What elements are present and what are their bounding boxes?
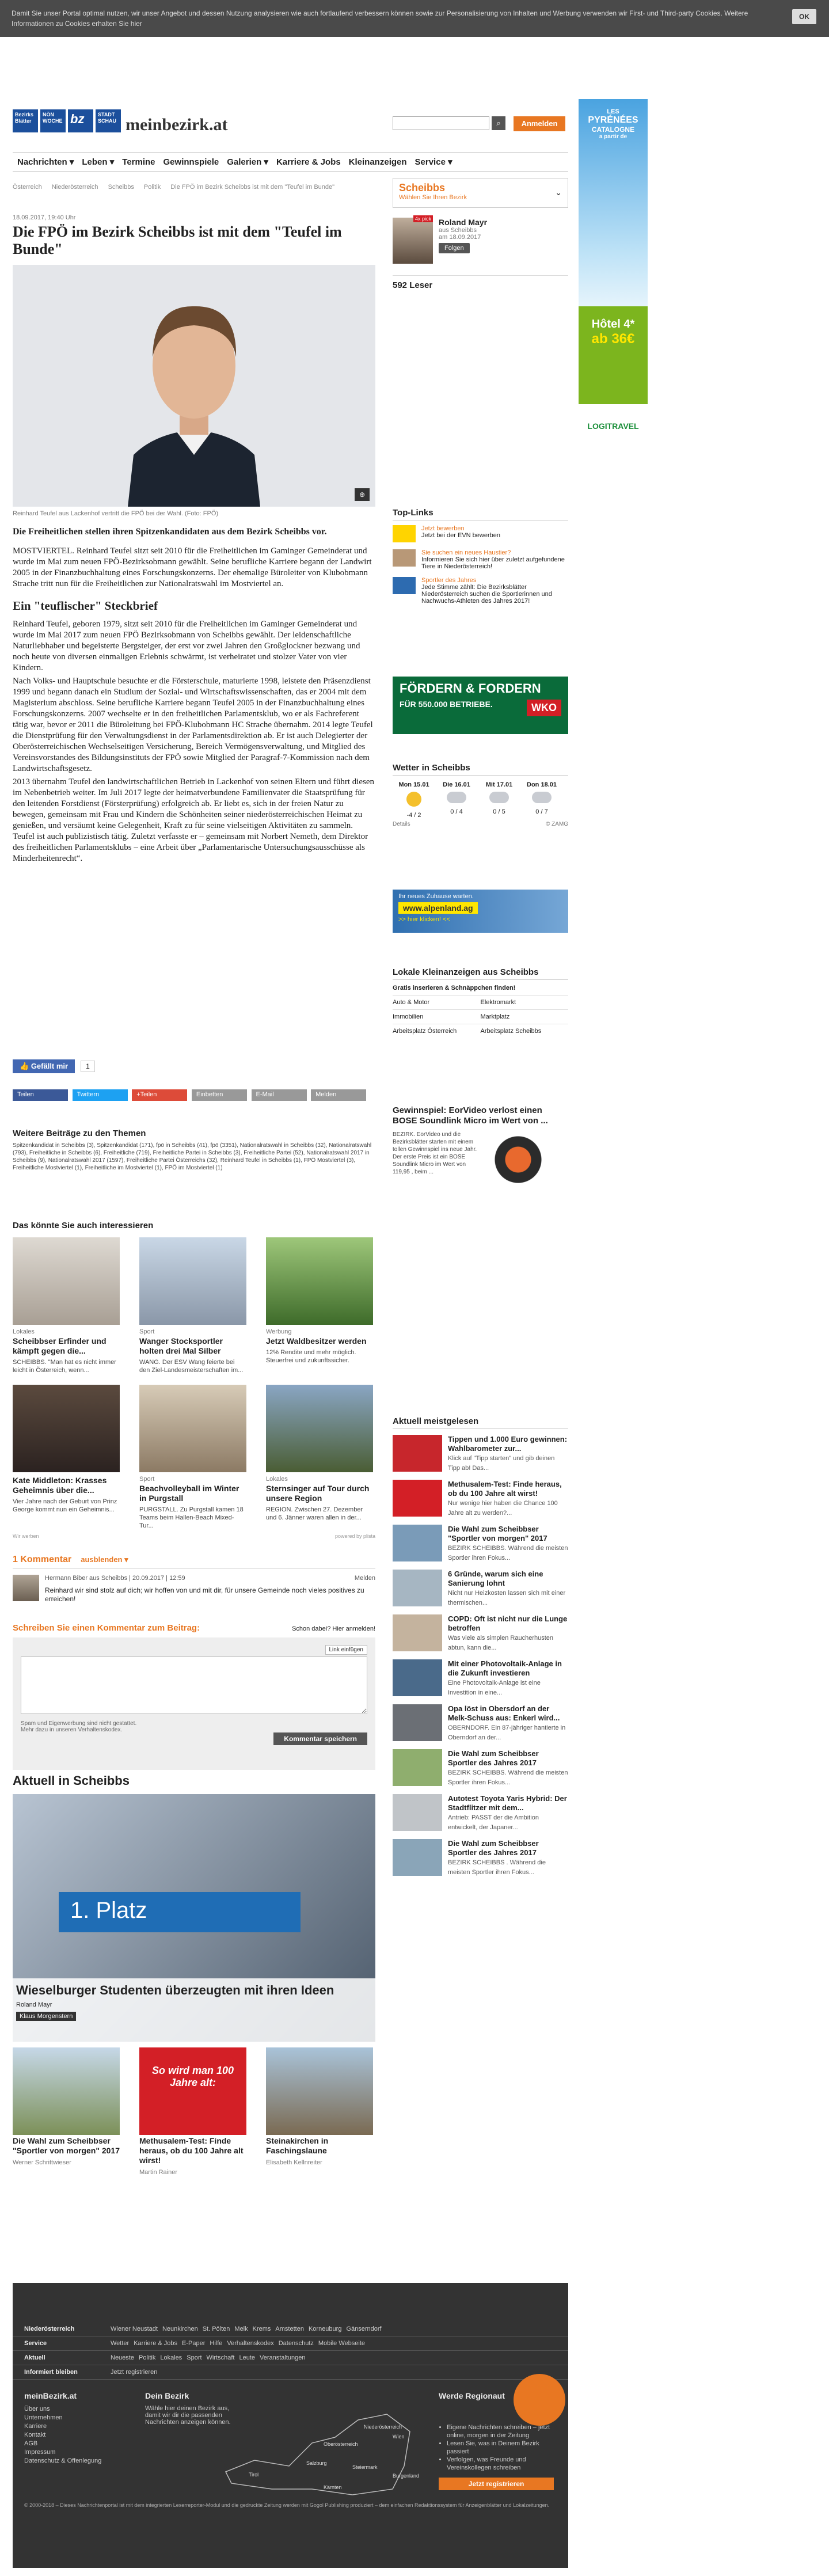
card-desc: REGION. Zwischen 27. Dezember und 6. Jänner waren allen in der... xyxy=(266,1506,363,1521)
logo-stadtschau: STADT SCHAU xyxy=(96,109,121,132)
footer-link[interactable]: Datenschutz & Offenlegung xyxy=(24,2457,102,2464)
card-category: Lokales xyxy=(266,1476,288,1483)
classifieds xyxy=(393,967,568,1038)
comments-section xyxy=(13,1555,375,1770)
footer-link[interactable]: Wetter xyxy=(111,2340,130,2347)
region-name: Scheibbs xyxy=(399,182,446,193)
item-title: 6 Gründe, warum sich eine Sanierung lohnt xyxy=(448,1570,543,1587)
weather-day xyxy=(393,781,435,819)
map-label: Niederösterreich xyxy=(364,2424,402,2430)
top-link-item[interactable] xyxy=(393,577,568,605)
item-title: Die Wahl zum Scheibbser Sportler des Jahres 2017 xyxy=(448,1749,539,1767)
logo-noen: NÖN WOCHE xyxy=(40,109,66,132)
card-title: Methusalem-Test: Finde heraus, ob du 100 Jahre alt wirst! xyxy=(139,2136,244,2165)
item-snippet: BEZIRK SCHEIBBS. Während die meisten Sportler ihren Fokus... xyxy=(448,1769,568,1786)
related-topics xyxy=(13,1129,375,1172)
item-snippet: Eine Photovoltaik-Anlage ist eine Investition in eine... xyxy=(448,1680,541,1696)
chevron-down-icon: ⌄ xyxy=(555,188,562,197)
card-title: Steinakirchen in Faschingslaune xyxy=(266,2136,329,2155)
item-thumb xyxy=(393,1480,442,1517)
breadcrumb-item[interactable]: Politik xyxy=(143,184,161,191)
publisher-logos[interactable] xyxy=(13,109,121,132)
most-read xyxy=(393,1416,568,1884)
card-image xyxy=(266,2047,373,2135)
footer-bullet: • Eigene Nachrichten schreiben – jetzt online, morgen in der Zeitung xyxy=(447,2423,554,2440)
item-title: Methusalem-Test: Finde heraus, ob du 100 Jahre alt wirst! xyxy=(448,1480,562,1498)
top-link-text: Jede Stimme zählt: Die Bezirksblätter Niederösterreich suchen die Sportlerinnen und Nachwuchs-Athleten des Jahres 2017! xyxy=(421,584,552,605)
cookie-banner xyxy=(0,0,829,37)
portrait-image xyxy=(13,265,375,507)
item-title: Die Wahl zum Scheibbser "Sportler von morgen" 2017 xyxy=(448,1525,547,1542)
recommendation-card[interactable] xyxy=(13,1237,120,1374)
footer-row xyxy=(13,2336,568,2351)
article-subheading: Ein "teuflischer" Steckbrief xyxy=(13,599,158,613)
comment-rules-link[interactable]: Mehr dazu in unseren Verhaltenskodex. xyxy=(21,1727,123,1733)
card-desc: SCHEIBBS. "Man hat es nicht immer leicht in Österreich, wenn... xyxy=(13,1359,116,1374)
local-news xyxy=(13,1773,375,2176)
card-category: Werbung xyxy=(266,1328,292,1335)
most-read-item[interactable] xyxy=(393,1614,568,1652)
classified-category[interactable]: Arbeitsplatz Scheibbs xyxy=(481,1024,569,1038)
footer-link[interactable]: Datenschutz xyxy=(278,2340,314,2347)
footer-row xyxy=(13,2322,568,2336)
ad-line: Ihr neues Zuhause warten. xyxy=(398,893,474,900)
local-news-card[interactable] xyxy=(139,2047,246,2176)
featured-banner: 1. Platz xyxy=(59,1892,301,1932)
like-button[interactable] xyxy=(13,1059,75,1073)
item-thumb xyxy=(393,1794,442,1831)
plista-label[interactable]: powered by plista xyxy=(334,1533,375,1539)
site-header xyxy=(13,109,568,144)
card-category: Lokales xyxy=(13,1328,35,1335)
footer-link[interactable]: Mobile Webseite xyxy=(318,2340,366,2347)
login-button[interactable]: Anmelden xyxy=(514,116,565,131)
featured-story[interactable] xyxy=(13,1794,375,2042)
cloud-icon xyxy=(489,792,509,803)
footer-link[interactable]: Unternehmen xyxy=(24,2414,63,2421)
classified-category[interactable]: Arbeitsplatz Österreich xyxy=(393,1024,481,1038)
photo-caption: Reinhard Teufel aus Lackenhof vertritt die FPÖ bei der Wahl. (Foto: FPÖ) xyxy=(13,510,219,517)
ad-hotel: Hôtel 4* xyxy=(591,318,635,330)
article-paragraph: Nach Volks- und Hauptschule besuchte er die Försterschule, maturierte 1998, leistete den Präsenzdienst 1999 und begann danach ein Studium der Sozial- und Wirtschaftswissenschaften, das er 2004 mit dem Magisterium abschloss. Seine berufliche Karriere begann Teufel 2005 in der Finanzbuchhaltung eines Forschungskonzerns. 2007 wechselte er in den freiheitlichen Parlamentsklub, wo er als Fachreferent tätig war, bevor er 2011 die Büroleitung bei FPÖ-Klubobmann HC Strache übernahm. 2014 legte Teufel die Dienstprüfung für den Verwaltungsdienst in der Parlamentsdirektion ab. Er ist auch Delegierter der Oberösterreichischen Wechselseitigen Versicherung, Bereich Vermögensverwaltung, und Mitglied des Vereinsvorstandes des Bildungsinstituts der FPÖ sowie Mitglied der Paragraf-7-Kommission nach dem Landwirtschaftsgesetz. xyxy=(13,677,373,773)
breadcrumb-item[interactable]: Scheibbs xyxy=(108,184,134,191)
item-title: Die Wahl zum Scheibbser Sportler des Jahres 2017 xyxy=(448,1839,539,1857)
article-photo[interactable] xyxy=(13,265,375,507)
insert-link-button[interactable]: Link einfügen xyxy=(325,1645,368,1655)
card-desc: Vier Jahre nach der Geburt von Prinz George kommt nun ein Geheimnis... xyxy=(13,1498,117,1513)
brand-logo[interactable]: meinbezirk.at xyxy=(126,115,228,134)
cloud-icon xyxy=(532,792,552,803)
card-image xyxy=(13,1237,120,1325)
top-link-text: Informieren Sie sich hier über zuletzt aufgefundene Tiere in Niederösterreich! xyxy=(421,556,565,570)
item-thumb xyxy=(393,1839,442,1876)
nav-item-galerien[interactable]: Galerien ▾ xyxy=(227,157,268,167)
item-title: Opa löst in Obersdorf an der Melk-Schuss aus: Enkerl wird... xyxy=(448,1704,560,1722)
footer-link[interactable]: Sport xyxy=(187,2354,202,2361)
top-link-text: Jetzt bei der EVN bewerben xyxy=(421,532,500,539)
weather-title: Wetter in Scheibbs xyxy=(393,763,568,776)
weather-temp: -4 / 2 xyxy=(406,812,421,819)
card-title: Die Wahl zum Scheibbser "Sportler von morgen" 2017 xyxy=(13,2136,120,2155)
write-comment-title: Schreiben Sie einen Kommentar zum Beitrag: xyxy=(13,1623,200,1633)
card-image: So wird man 100 Jahre alt: xyxy=(139,2047,246,2135)
recommendation-card[interactable] xyxy=(13,1385,120,1530)
local-news-title: Aktuell in Scheibbs xyxy=(13,1773,130,1788)
register-button[interactable]: Jetzt registrieren xyxy=(439,2478,554,2490)
footer-row-title: Aktuell xyxy=(24,2354,45,2361)
item-snippet: Klick auf "Tipp starten" und gib deinen Tipp ab! Das... xyxy=(448,1455,555,1472)
copyright: © 2000-2018 – Dieses Nachrichtenportal ist mit dem integrierten Leserreporter-Modul und die gedruckte Zeitung werden mit Gogol Publishing produziert – dem einfachen Redaktionssystem für Anzeigenblätter und Lokalzeitungen. xyxy=(24,2502,550,2508)
footer-link[interactable]: Neueste xyxy=(111,2354,134,2361)
austria-map[interactable] xyxy=(220,2403,420,2501)
item-snippet: Was viele als simplen Raucherhusten abtun, kann die... xyxy=(448,1635,554,1651)
local-news-card[interactable] xyxy=(266,2047,373,2176)
article xyxy=(13,214,375,864)
article-lead: Die Freiheitlichen stellen ihren Spitzenkandidaten aus dem Bezirk Scheibbs vor. xyxy=(13,527,327,537)
most-read-item[interactable] xyxy=(393,1659,568,1697)
weather-date: Don 18.01 xyxy=(527,781,557,788)
card-category: Sport xyxy=(139,1328,155,1335)
card-image xyxy=(13,1385,120,1472)
map-label: Steiermark xyxy=(352,2464,378,2470)
ad-line: FÜR 550.000 BETRIEBE. xyxy=(400,700,493,709)
search-button[interactable] xyxy=(492,116,505,130)
item-snippet: OBERNDORF. Ein 87-jähriger hantierte in Oberndorf an der... xyxy=(448,1724,566,1741)
comments-title: 1 Kommentar xyxy=(13,1555,72,1564)
item-thumb xyxy=(393,1614,442,1651)
footer-link[interactable]: Jetzt registrieren xyxy=(111,2369,158,2376)
sun-icon xyxy=(406,792,421,807)
ad-alpenland[interactable] xyxy=(393,890,568,933)
card-desc: 12% Rendite und mehr möglich. Steuerfrei und zukunftssicher. xyxy=(266,1349,356,1364)
footer-col-title: Werde Regionaut xyxy=(439,2391,505,2400)
map-label: Tirol xyxy=(249,2472,259,2478)
nav-item-nachrichten[interactable]: Nachrichten ▾ xyxy=(17,157,74,167)
weather-temp: 0 / 4 xyxy=(450,808,463,815)
item-title: COPD: Oft ist nicht nur die Lunge betroffen xyxy=(448,1614,568,1632)
nav-item-karriere[interactable]: Karriere & Jobs xyxy=(276,157,341,167)
footer-link[interactable]: Verhaltenskodex xyxy=(227,2340,274,2347)
featured-author[interactable]: Roland Mayr xyxy=(16,2001,52,2008)
search-icon: ⌕ xyxy=(496,119,501,127)
nav-item-service[interactable]: Service ▾ xyxy=(414,157,452,167)
footer-row-title: Service xyxy=(24,2340,47,2347)
card-title: Beachvolleyball im Winter in Purgstall xyxy=(139,1484,239,1503)
most-read-title: Aktuell meistgelesen xyxy=(393,1416,568,1429)
most-read-item[interactable] xyxy=(393,1570,568,1608)
nav-item-kleinanzeigen[interactable]: Kleinanzeigen xyxy=(348,157,407,167)
nav-item-gewinnspiele[interactable]: Gewinnspiele xyxy=(163,157,219,167)
recommendations xyxy=(13,1221,375,1539)
card-author[interactable]: Martin Rainer xyxy=(139,2169,178,2176)
most-read-item[interactable] xyxy=(393,1525,568,1563)
map-label: Wien xyxy=(393,2434,405,2440)
card-title: Sternsinger auf Tour durch unsere Region xyxy=(266,1484,370,1503)
weather-temp: 0 / 7 xyxy=(535,808,548,815)
cookie-text: Damit Sie unser Portal optimal nutzen, wir unser Angebot und dessen Nutzung analysieren wie auch fortlaufend verbessern können sowie zur Personalisierung von Inhalten und Werbung verwenden wir First- und Third-party Cookies. Weitere Informationen zu Cookies erhalten Sie hier xyxy=(12,9,748,28)
weather-day xyxy=(435,781,478,819)
weather-date: Die 16.01 xyxy=(443,781,470,788)
most-read-item[interactable] xyxy=(393,1435,568,1473)
like-label: Gefällt mir xyxy=(31,1062,69,1070)
most-read-item[interactable] xyxy=(393,1704,568,1742)
map-label: Salzburg xyxy=(306,2460,327,2466)
article-title: Die FPÖ im Bezirk Scheibbs ist mit dem "Teufel im Bunde" xyxy=(13,223,342,257)
footer-row xyxy=(13,2365,568,2380)
author-avatar[interactable] xyxy=(393,218,433,264)
footer-link[interactable]: St. Pölten xyxy=(202,2326,230,2332)
site-footer xyxy=(13,2283,568,2568)
article-paragraph: Reinhard Teufel, geboren 1979, sitzt seit 2010 für die Freiheitlichen im Gaminger Gemeinderat und wurde im Mai 2017 zum neuen FPÖ Bezirksobmann von Scheibbs gewählt. Der leidenschaftliche Naturliebhaber und begeisterte Bergsteiger, der erst vor zwei Jahren den Großglockner bezwang und noch heute von diversen einmaligen Erlebnis schwärmt, ist verheiratet und stolzer Vater von vier Kindern. xyxy=(13,620,360,673)
email-button[interactable]: E-Mail xyxy=(252,1089,307,1101)
item-thumb xyxy=(393,1659,442,1696)
comment-textarea[interactable] xyxy=(21,1656,367,1714)
comments-toggle[interactable]: ausblenden ▾ xyxy=(81,1555,128,1564)
item-title: Tippen und 1.000 Euro gewinnen: Wahlbarometer zur... xyxy=(448,1435,568,1453)
weather-source: © ZAMG xyxy=(545,821,568,827)
footer-link[interactable]: E-Paper xyxy=(182,2340,206,2347)
map-label: Burgenland xyxy=(393,2473,420,2479)
footer-bullet: • Verfolgen, was Freunde und Vereinskollegen schreiben xyxy=(447,2456,554,2472)
ad-line: a partir de xyxy=(599,134,628,140)
top-link-item[interactable] xyxy=(393,549,568,570)
footer-link[interactable]: Krems xyxy=(252,2326,271,2332)
footer-link[interactable]: Karriere xyxy=(24,2423,47,2430)
card-image xyxy=(139,1237,246,1325)
card-category: Sport xyxy=(139,1476,155,1483)
top-link-thumb xyxy=(393,525,416,542)
nav-item-leben[interactable]: Leben ▾ xyxy=(82,157,115,167)
share-gplus-button[interactable]: +Teilen xyxy=(132,1089,187,1101)
region-change-link[interactable]: Wählen Sie Ihren Bezirk xyxy=(399,194,467,201)
featured-photographer: Klaus Morgenstern xyxy=(16,2012,76,2021)
card-image xyxy=(13,2047,120,2135)
classifieds-title: Lokale Kleinanzeigen aus Scheibbs xyxy=(393,967,568,980)
card-title: Kate Middleton: Krasses Geheimnis über die... xyxy=(13,1476,107,1495)
most-read-item[interactable] xyxy=(393,1480,568,1518)
footer-link[interactable]: Kontakt xyxy=(24,2431,46,2438)
footer-link[interactable]: Korneuburg xyxy=(308,2326,342,2332)
footer-link[interactable]: Impressum xyxy=(24,2449,56,2456)
footer-row xyxy=(13,2351,568,2365)
follow-button[interactable]: Folgen xyxy=(439,243,470,253)
recommendation-card[interactable] xyxy=(139,1385,246,1530)
embed-button[interactable]: Einbetten xyxy=(192,1089,247,1101)
footer-col-text: Wähle hier deinen Bezirk aus, damit wir dir die passenden Nachrichten anzeigen können. xyxy=(145,2405,231,2426)
ad-skyscraper[interactable] xyxy=(579,99,648,444)
giveaway-title: Gewinnspiel: EorVideo verlost einen BOSE Soundlink Micro im Wert von ... xyxy=(393,1105,548,1126)
classifieds-subtitle: Gratis inserieren & Schnäppchen finden! xyxy=(393,985,516,991)
article-date: 18.09.2017, 19:40 Uhr xyxy=(13,214,76,221)
top-links-title: Top-Links xyxy=(393,508,568,520)
card-image xyxy=(139,1385,246,1472)
region-selector[interactable] xyxy=(393,178,568,208)
recommendation-card[interactable] xyxy=(266,1385,373,1530)
comment-text: Reinhard wir sind stolz auf dich; wir hoffen von und mit dir, für unsere Gemeinde noch vieles positives zu erreichen! xyxy=(45,1586,364,1603)
zoom-icon[interactable]: ⊕ xyxy=(355,488,370,501)
author-location: aus Scheibbs xyxy=(439,227,477,234)
item-title: Autotest Toyota Yaris Hybrid: Der Stadtflitzer mit dem... xyxy=(448,1794,567,1812)
cookie-ok-button[interactable]: OK xyxy=(792,9,816,24)
nav-item-termine[interactable]: Termine xyxy=(122,157,155,167)
breadcrumb xyxy=(13,183,370,191)
footer-col-title: meinBezirk.at xyxy=(24,2391,77,2400)
ad-line: CATALOGNE xyxy=(591,126,635,134)
comment-author[interactable]: Hermann Biber aus Scheibbs | 20.09.2017 | 12:59 xyxy=(45,1575,185,1582)
card-author[interactable]: Elisabeth Kellnreiter xyxy=(266,2159,322,2166)
share-twitter-button[interactable]: Twittern xyxy=(73,1089,128,1101)
top-link-kicker: Sie suchen ein neues Haustier? xyxy=(421,549,511,556)
item-thumb xyxy=(393,1525,442,1561)
footer-row-title: Informiert bleiben xyxy=(24,2369,78,2376)
weather-details-link[interactable]: Details xyxy=(393,821,410,827)
save-comment-button[interactable]: Kommentar speichern xyxy=(273,1732,367,1745)
recommendation-card[interactable] xyxy=(266,1237,373,1374)
ads-label[interactable]: Wir werben xyxy=(13,1533,39,1539)
ad-line: www.alpenland.ag xyxy=(398,902,478,914)
logo-bezirksblaetter: Bezirks Blätter xyxy=(13,109,38,132)
regionaut-logo xyxy=(514,2374,565,2426)
share-facebook-button[interactable]: Teilen xyxy=(13,1089,68,1101)
top-link-item[interactable] xyxy=(393,525,568,542)
top-link-thumb xyxy=(393,577,416,594)
featured-title: Wieselburger Studenten überzeugten mit ihren Ideen xyxy=(16,1983,334,1997)
item-snippet: Nur wenige hier haben die Chance 100 Jahre alt zu werden?... xyxy=(448,1500,558,1517)
related-topics-title: Weitere Beiträge zu den Themen xyxy=(13,1129,146,1138)
item-thumb xyxy=(393,1435,442,1472)
footer-link[interactable]: Amstetten xyxy=(275,2326,304,2332)
avatar[interactable] xyxy=(13,1575,39,1601)
footer-link[interactable]: Lokales xyxy=(160,2354,182,2361)
search-input[interactable] xyxy=(393,116,489,130)
top-link-kicker: Sportler des Jahres xyxy=(421,577,477,584)
item-snippet: Nicht nur Heizkosten lassen sich mit einer thermischen... xyxy=(448,1590,566,1606)
footer-link[interactable]: Wirtschaft xyxy=(206,2354,235,2361)
most-read-item[interactable] xyxy=(393,1794,568,1832)
author-date: am 18.09.2017 xyxy=(439,234,481,241)
footer-link[interactable]: Gänserndorf xyxy=(346,2326,382,2332)
classified-category[interactable]: Immobilien xyxy=(393,1009,481,1024)
card-desc: WANG. Der ESV Wang feierte bei den Ziel-Landesmeisterschaften im... xyxy=(139,1359,244,1374)
footer-link[interactable]: Leute xyxy=(239,2354,255,2361)
item-thumb xyxy=(393,1704,442,1741)
login-link[interactable]: Schon dabei? Hier anmelden! xyxy=(292,1625,375,1632)
item-thumb xyxy=(393,1570,442,1606)
ad-title xyxy=(579,99,648,140)
item-snippet: BEZIRK SCHEIBBS. Während die meisten Sportler ihren Fokus... xyxy=(448,1545,568,1561)
social-bar xyxy=(13,1059,375,1101)
weather-date: Mit 17.01 xyxy=(485,781,513,788)
weather-widget xyxy=(393,763,568,827)
weather-day xyxy=(520,781,563,819)
local-news-card[interactable] xyxy=(13,2047,120,2176)
footer-bullet: • Lesen Sie, was in Deinem Bezirk passiert xyxy=(447,2440,554,2456)
comment-form xyxy=(13,1637,375,1770)
ad-line: FÖRDERN & FORDERN xyxy=(400,681,541,696)
comment-report-link[interactable]: Melden xyxy=(354,1575,375,1582)
item-snippet: Antrieb: PASST der die Ambition entwickelt, der Japaner... xyxy=(448,1814,539,1831)
giveaway[interactable] xyxy=(393,1105,568,1188)
author-name[interactable]: Roland Mayr xyxy=(439,218,488,227)
weather-date: Mon 15.01 xyxy=(398,781,429,788)
author-badge: 4x pick xyxy=(413,215,433,222)
classified-category[interactable]: Marktplatz xyxy=(481,1009,569,1024)
weather-temp: 0 / 5 xyxy=(493,808,505,815)
top-link-kicker: Jetzt bewerben xyxy=(421,525,465,532)
most-read-item[interactable] xyxy=(393,1749,568,1787)
speaker-image xyxy=(485,1131,568,1188)
classified-category[interactable]: Auto & Motor xyxy=(393,995,481,1009)
item-snippet: BEZIRK SCHEIBBS . Während die meisten Sportler ihren Fokus... xyxy=(448,1859,546,1876)
classified-category[interactable]: Elektromarkt xyxy=(481,995,569,1009)
card-image xyxy=(266,1237,373,1325)
report-button[interactable]: Melden xyxy=(311,1089,366,1101)
like-count: 1 xyxy=(81,1061,95,1072)
map-label: Kärnten xyxy=(324,2484,342,2490)
card-desc: PURGSTALL. Zu Purgstall kamen 18 Teams beim Hallen-Beach Mixed-Tur... xyxy=(139,1506,244,1529)
footer-link[interactable]: Hilfe xyxy=(210,2340,223,2347)
footer-link[interactable]: Veranstaltungen xyxy=(259,2354,306,2361)
weather-day xyxy=(478,781,520,819)
ad-brand: LOGITRAVEL xyxy=(587,421,639,431)
map-label: Oberösterreich xyxy=(324,2441,358,2447)
main-nav xyxy=(13,152,568,172)
comment-rules: Spam und Eigenwerbung sind nicht gestattet. xyxy=(21,1720,137,1727)
cloud-icon xyxy=(447,792,466,803)
footer-link[interactable]: AGB xyxy=(24,2440,38,2447)
card-image xyxy=(266,1385,373,1472)
ad-link: >> hier klicken! << xyxy=(398,916,450,923)
author-box xyxy=(393,218,568,290)
footer-link[interactable]: Über uns xyxy=(24,2406,50,2412)
thumbs-up-icon: 👍 xyxy=(20,1062,31,1070)
reader-count: 592 Leser xyxy=(393,275,568,290)
footer-link[interactable]: Karriere & Jobs xyxy=(134,2340,178,2347)
footer-row-title: Niederösterreich xyxy=(24,2326,75,2332)
ad-line: PYRÉNÉES xyxy=(588,115,638,125)
footer-link[interactable]: Melk xyxy=(234,2326,248,2332)
most-read-item[interactable] xyxy=(393,1839,568,1877)
card-title: Jetzt Waldbesitzer werden xyxy=(266,1336,367,1346)
recommendations-title: Das könnte Sie auch interessieren xyxy=(13,1221,154,1230)
ad-line: LES xyxy=(607,108,619,115)
footer-link[interactable]: Neunkirchen xyxy=(162,2326,198,2332)
article-paragraph: 2013 übernahm Teufel den landwirtschaftlichen Betrieb in Lackenhof von seinen Eltern und führt diesen im Nebenbetrieb weiter. Im Juli 2017 legte der heimatverbundene Familienvater die Staatsprüfung für den leitenden Forstdienst (Försterprüfung) erfolgreich ab. Er liebt es, sich in der freien Natur zu bewegen, gemeinsam mit Frau und Kindern die Schönheiten seiner niederösterreichischen Heimat zu genießen, und versäumt keine Gelegenheit, Kraft zu für seine vielseitigen Aktivitäten zu sammeln. Teufel ist auch publizistisch tätig. Zuletzt verfasste er – gemeinsam mit Norbert Nemeth, dem Direktor des freiheitlichen Parlamentsklubs – eine Arbeit über „Parlamentarische Untersuchungsausschüsse als Minderheitenrecht“. xyxy=(13,777,375,863)
item-thumb xyxy=(393,1749,442,1786)
ad-price: ab 36€ xyxy=(591,331,635,347)
giveaway-text: BEZIRK. EorVideo und die Bezirksblätter starten mit einem tollen Gewinnspiel ins neue Jahr. Der erste Preis ist ein BOSE Soundlink Micro im Wert von 119,95 , beim ... xyxy=(393,1131,477,1175)
related-topics-tags[interactable]: Spitzenkandidat in Scheibbs (3), Spitzenkandidat (171), fpö in Scheibbs (41), fpö (3351), Nationalratswahl in Scheibbs (32), Nationalratswahl (793), Freiheitliche in Scheibbs (6), Freiheitliche (719), Freiheitliche Partei in Scheibbs (3), Freiheitliche Partei (52), Nationalratswahl 2017 in Scheibbs (9), Nationalratswahl 2017 (1597), Freiheitliche Partei Österreichs (32), Reinhard Teufel in Scheibbs (1), FPÖ Mostviertel (3), Freiheitliche Mostviertel (1), Freiheitliche im Mostviertel (1), FPÖ im Mostviertel (1) xyxy=(13,1142,372,1171)
footer-col-title: Dein Bezirk xyxy=(145,2391,189,2400)
article-paragraph: MOSTVIERTEL. Reinhard Teufel sitzt seit 2010 für die Freiheitlichen im Gaminger Gemeinderat und wurde im Mai zum neuen FPÖ-Bezirksobmann gewählt. Seine berufliche Karriere begann der Landwirt 2005 in der Finanzbuchhaltung eines Forschungskonzerns. Der ehemalige Büroleiter von Klubobmann Strache tritt nun für die Freiheitlichen zur Nationalratswahl im Mostviertel an. xyxy=(13,546,372,588)
top-link-thumb xyxy=(393,549,416,567)
breadcrumb-item[interactable]: Niederösterreich xyxy=(51,184,98,191)
ad-brand: WKO xyxy=(527,700,561,716)
card-title: Scheibbser Erfinder und kämpft gegen die... xyxy=(13,1336,107,1355)
footer-link[interactable]: Wiener Neustadt xyxy=(111,2326,158,2332)
breadcrumb-item: Die FPÖ im Bezirk Scheibbs ist mit dem "Teufel im Bunde" xyxy=(170,184,335,191)
logo-bz: bz xyxy=(68,109,93,132)
ad-wko[interactable] xyxy=(393,677,568,734)
card-title: Wanger Stocksportler holten drei Mal Silber xyxy=(139,1336,223,1355)
card-author[interactable]: Werner Schrittwieser xyxy=(13,2159,71,2166)
footer-link[interactable]: Politik xyxy=(138,2354,156,2361)
top-links xyxy=(393,508,568,611)
recommendation-card[interactable] xyxy=(139,1237,246,1374)
breadcrumb-item[interactable]: Österreich xyxy=(13,184,42,191)
item-title: Mit einer Photovoltaik-Anlage in die Zukunft investieren xyxy=(448,1659,562,1677)
